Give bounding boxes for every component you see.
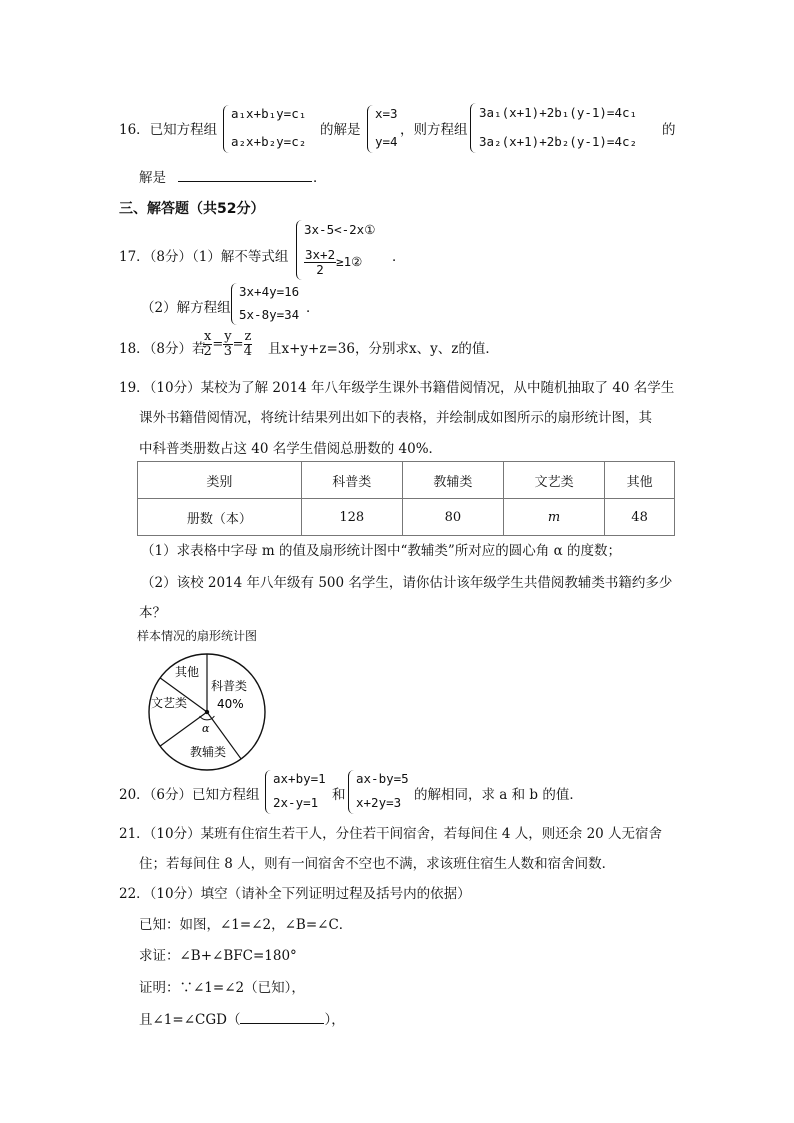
pie-label-alpha: α — [202, 722, 210, 735]
q22-line1: 22．（10分）填空（请补全下列证明过程及括号内的依据） — [119, 886, 471, 902]
pie-label-kepu: 科普类 — [211, 679, 248, 693]
q19-table — [137, 461, 675, 536]
q17-ineq2-rest: ≥1② — [336, 254, 363, 269]
q20-brace-1 — [265, 770, 272, 814]
table-header-row — [138, 462, 675, 499]
pie-center-dot — [205, 710, 209, 714]
q16-sol1: x=3 — [375, 106, 398, 121]
q16-answer-blank[interactable] — [178, 166, 312, 182]
q17-dot2: ． — [306, 300, 320, 316]
q22-given: 已知：如图，∠1=∠2，∠B=∠C． — [139, 917, 353, 933]
q21-line2: 住；若每间住 8 人，则有一间宿舍不空也不满，求该班住宿生人数和宿舍间数． — [139, 856, 616, 872]
q17-ineq2-numerator: 3x+2 — [305, 247, 336, 262]
q20-rest: 的解相同，求 a 和 b 的值． — [414, 787, 583, 803]
q18-fractions — [203, 330, 252, 359]
q16-sol2: y=4 — [375, 134, 398, 149]
q22-reason-blank[interactable] — [240, 1009, 324, 1024]
pie-label-qita: 其他 — [175, 665, 200, 679]
q20-eq4: x+2y=3 — [356, 795, 402, 810]
q18-frac2-den: 3 — [223, 344, 233, 359]
q20-eq2: 2x-y=1 — [273, 795, 319, 810]
q21-line1: 21．（10分）某班有住宿生若干人，分住若干间宿舍，若每间住 4 人，则还余 20 人无宿舍 — [119, 826, 663, 842]
table-header-cell: 文艺类 — [504, 462, 605, 499]
q17-part2: （2）解方程组 — [141, 300, 231, 316]
q18-prefix: 18．（8分）若 — [119, 341, 206, 357]
q16-eq4: 3a₂(x+1)+2b₂(y-1)=4c₂ — [479, 134, 638, 149]
q18-frac3-num: z — [244, 329, 252, 344]
pie-label-jiaofu: 教辅类 — [190, 745, 227, 759]
q18-frac2-num: y — [224, 329, 232, 344]
q19-line2: 课外书籍借阅情况，将统计结果列出如下的表格，并绘制成如图所示的扇形统计图，其 — [139, 410, 652, 426]
q18-eq-1: = — [212, 337, 224, 352]
table-cell: 80 — [402, 499, 503, 536]
q17-ineq1: 3x-5<-2x① — [304, 222, 376, 237]
table-header-cell: 教辅类 — [402, 462, 503, 499]
table-cell: 128 — [301, 499, 402, 536]
q19-sub2b: 本？ — [139, 605, 166, 621]
q17-brace-2 — [231, 283, 238, 325]
table-header-cell: 其他 — [605, 462, 675, 499]
q18-rest: 且x+y+z=36，分别求x、y、z的值． — [268, 341, 499, 357]
q17-eq2: 5x-8y=34 — [239, 307, 300, 322]
section-3-heading: 三、解答题（共52分） — [119, 201, 265, 217]
q16-suffix: 的 — [662, 122, 676, 138]
q16-end: ． — [313, 170, 327, 186]
q22-proof2 — [139, 1008, 345, 1028]
pie-label-kepu-pct: 40% — [217, 697, 244, 711]
q20-brace-2 — [348, 770, 355, 814]
q20-eq3: ax-by=5 — [356, 771, 409, 786]
table-cell: 48 — [605, 499, 675, 536]
q18-frac1-num: x — [204, 329, 212, 344]
q22-prove: 求证：∠B+∠BFC=180° — [139, 948, 297, 964]
q16-brace-1 — [223, 105, 230, 153]
q19-sub2: （2）该校 2014 年八年级有 500 名学生，请你估计该年级学生共借阅教辅类书籍约多少 — [141, 575, 673, 591]
pie-chart — [145, 650, 269, 774]
q16-mid1: 的解是 — [320, 122, 361, 138]
q20-and: 和 — [332, 787, 346, 803]
q22-proof1: 证明：∵∠1=∠2（已知）， — [139, 980, 305, 996]
q16-mid2: ，则方程组 — [400, 122, 468, 138]
q16-brace-2 — [367, 105, 374, 153]
q20-prefix: 20．（6分）已知方程组 — [119, 787, 260, 803]
q18-frac1-den: 2 — [203, 344, 212, 359]
q16-eq2: a₂x+b₂y=c₂ — [231, 134, 307, 149]
q18-eq-2: = — [232, 337, 244, 352]
q17-prefix: 17．（8分）（1）解不等式组 — [119, 249, 289, 265]
table-cell: m — [504, 499, 605, 536]
table-header-cell: 科普类 — [301, 462, 402, 499]
q20-eq1: ax+by=1 — [273, 771, 326, 786]
q17-ineq2-denominator: 2 — [316, 262, 324, 277]
table-cell: 册数（本） — [138, 499, 302, 536]
q16-brace-3 — [470, 103, 477, 153]
q16-line2: 解是 — [139, 170, 166, 186]
q18-frac3-den: 4 — [243, 344, 253, 359]
q16-prefix: 16．已知方程组 — [119, 122, 218, 138]
q19-line3: 中科普类册数占这 40 名学生借阅总册数的 40%． — [139, 441, 443, 457]
pie-label-wenyi: 文艺类 — [151, 696, 188, 710]
pie-chart-title: 样本情况的扇形统计图 — [137, 629, 258, 643]
q19-sub1: （1）求表格中字母 m 的值及扇形统计图中“教辅类”所对应的圆心角 α 的度数； — [141, 543, 621, 559]
q19-line1: 19．（10分）某校为了解 2014 年八年级学生课外书籍借阅情况，从中随机抽取了 40 名学生 — [119, 380, 675, 396]
q17-dot: ． — [392, 249, 406, 265]
q17-brace-1 — [296, 220, 303, 280]
q22-proof2a: 且∠1=∠CGD（ — [139, 1012, 241, 1028]
table-row — [138, 499, 675, 536]
q22-proof2b: ）， — [324, 1012, 345, 1028]
q16-eq1: a₁x+b₁y=c₁ — [231, 106, 307, 121]
q17-eq1: 3x+4y=16 — [239, 284, 300, 299]
q17-ineq2 — [304, 248, 362, 277]
q16-eq3: 3a₁(x+1)+2b₁(y-1)=4c₁ — [479, 105, 638, 120]
table-header-cell: 类别 — [138, 462, 302, 499]
